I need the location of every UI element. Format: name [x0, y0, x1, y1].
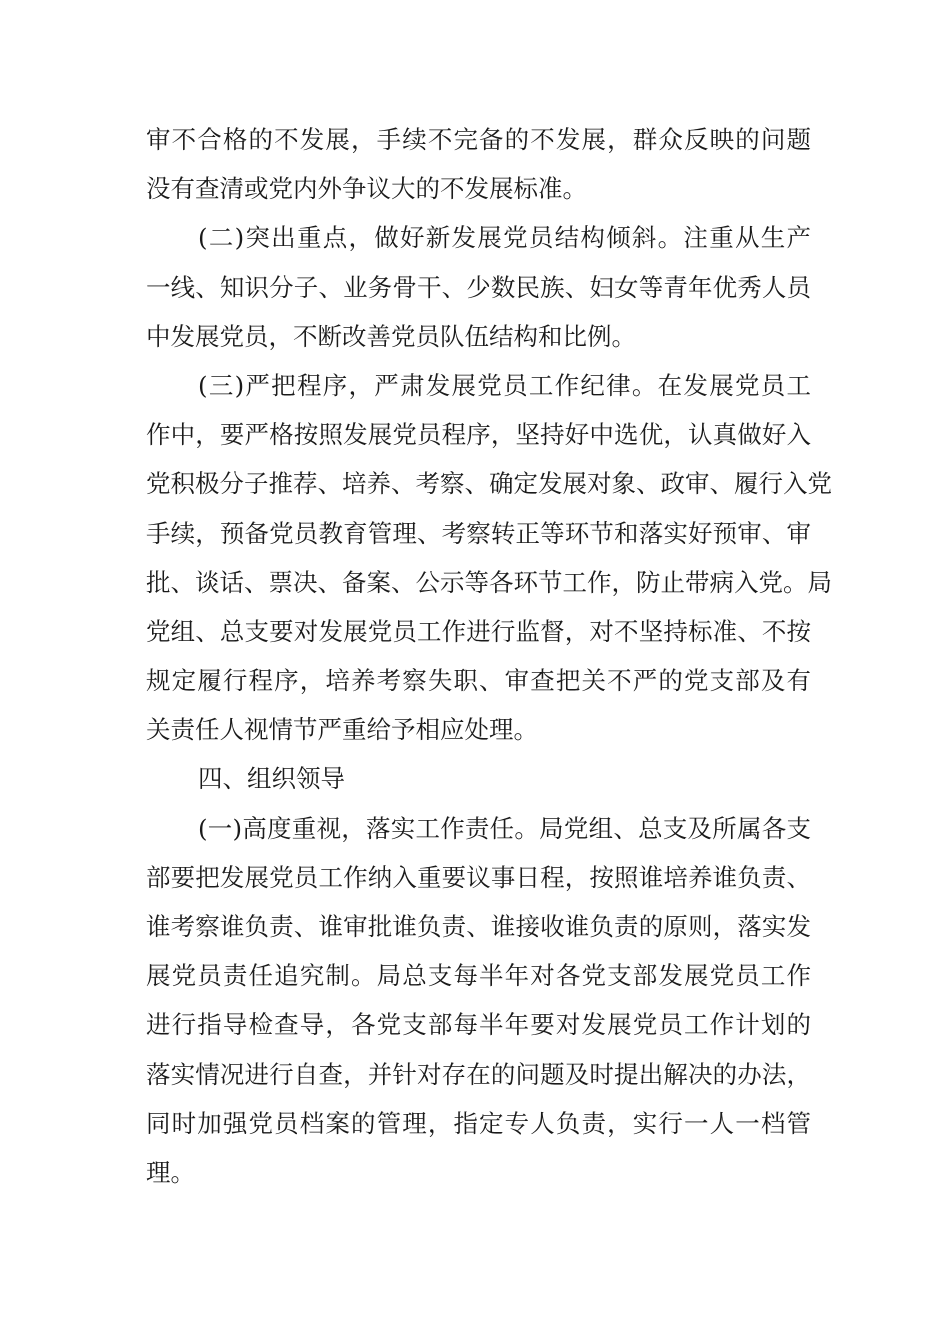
text-line: 没有查清或党内外争议大的不发展标准。 — [146, 174, 587, 204]
text-line: 规定履行程序，培养考察失职、审查把关不严的党支部及有 — [146, 666, 811, 696]
text-line: 一线、知识分子、业务骨干、少数民族、妇女等青年优秀人员 — [146, 272, 811, 302]
text-line: 落实情况进行自查，并针对存在的问题及时提出解决的办法， — [146, 1059, 811, 1089]
text-line: 党组、总支要对发展党员工作进行监督，对不坚持标准、不按 — [146, 616, 811, 646]
text-line: 谁考察谁负责、谁审批谁负责、谁接收谁负责的原则，落实发 — [146, 912, 811, 941]
text-line: 批、谈话、票决、备案、公示等各环节工作，防止带病入党。局 — [146, 567, 832, 597]
text-line: 关责任人视情节严重给予相应处理。 — [146, 715, 538, 745]
text-line: (一)高度重视，落实工作责任。局党组、总支及所属各支 — [198, 813, 811, 843]
text-line: 理。 — [146, 1157, 195, 1187]
text-line: 手续，预备党员教育管理、考察转正等环节和落实好预审、审 — [146, 518, 811, 548]
text-line: (二)突出重点，做好新发展党员结构倾斜。注重从生产 — [198, 223, 811, 253]
document-body — [146, 115, 832, 1197]
text-line: 党积极分子推荐、培养、考察、确定发展对象、政审、履行入党 — [146, 469, 832, 499]
text-line: 作中，要严格按照发展党员程序，坚持好中选优，认真做好入 — [146, 420, 811, 450]
text-line: 四、组织领导 — [198, 764, 345, 794]
text-line: 部要把发展党员工作纳入重要议事日程，按照谁培养谁负责、 — [146, 862, 811, 892]
text-line: (三)严把程序，严肃发展党员工作纪律。在发展党员工 — [198, 370, 811, 400]
text-line: 审不合格的不发展，手续不完备的不发展，群众反映的问题 — [146, 125, 811, 154]
text-line: 同时加强党员档案的管理，指定专人负责，实行一人一档管 — [146, 1108, 811, 1138]
text-line: 展党员责任追究制。局总支每半年对各党支部发展党员工作 — [146, 961, 811, 991]
text-line: 中发展党员，不断改善党员队伍结构和比例。 — [146, 321, 636, 351]
text-line: 进行指导检查导，各党支部每半年要对发展党员工作计划的 — [146, 1010, 811, 1040]
